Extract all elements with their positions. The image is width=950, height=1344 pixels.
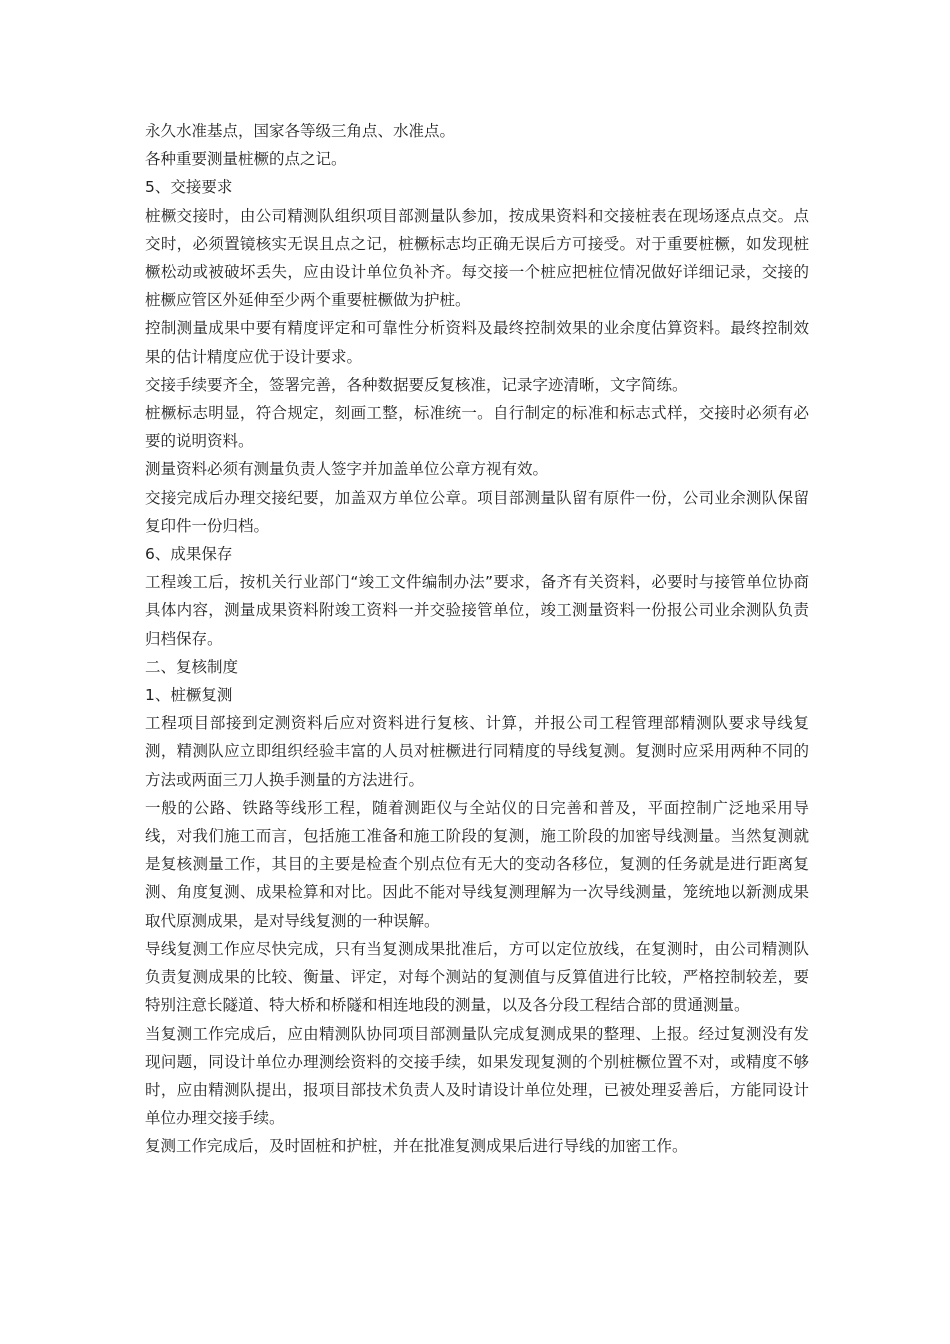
paragraph-resurvey-request: 工程项目部接到定测资料后应对资料进行复核、计算，并报公司工程管理部精测队要求导线复测，精测队应立即组织经验丰富的人员对桩橛进行同精度的导线复测。复测时应采用两种不同的方法或两面三刀人换手测量的方法进行。 [145,714,809,789]
paragraph-point-records: 各种重要测量桩橛的点之记。 [145,150,347,169]
paragraph-traverse-resurvey: 一般的公路、铁路等线形工程，随着测距仪与全站仪的日完善和普及，平面控制广泛地采用导线，对我们施工而言，包括施工准备和施工阶段的复测，施工阶段的加密导线测量。当然复测就是复核测量工作，其目的主要是检查个别点位有无大的变动各移位，复测的任务就是进行距离复测、角度复测、成果检算和对比。因此不能对导线复测理解为一次导线测量，笼统地以新测成果取代原测成果，是对导线复测的一种误解。 [145,798,809,930]
paragraph-resurvey-report: 当复测工作完成后，应由精测队协同项目部测量队完成复测成果的整理、上报。经过复测没有发现问题，同设计单位办理测绘资料的交接手续，如果发现复测的个别桩橛位置不对，或精度不够时，应由精测队提出，报项目部技术负责人及时请设计单位处理，已被处理妥善后，方能同设计单位办理交接手续。 [145,1024,809,1128]
paragraph-precision-evaluation: 控制测量成果中要有精度评定和可靠性分析资料及最终控制效果的业余度估算资料。最终控制效果的估计精度应优于设计要求。 [145,319,809,366]
paragraph-procedures: 交接手续要齐全，签署完善，各种数据要反复核准，记录字迹清晰，文字简练。 [145,375,688,394]
section-heading-archiving: 6、成果保存 [145,545,233,564]
paragraph-archiving: 工程竣工后，按机关行业部门“竣工文件编制办法”要求，备齐有关资料，必要时与接管单位协商具体内容，测量成果资料附竣工资料一并交验接管单位，竣工测量资料一份报公司业余测队负责归档保存。 [145,573,809,648]
paragraph-benchmarks: 永久水准基点，国家各等级三角点、水准点。 [145,122,456,140]
section-heading-review-system: 二、复核制度 [145,657,239,676]
paragraph-handover-process: 桩橛交接时，由公司精测队组织项目部测量队参加，按成果资料和交接桩表在现场逐点点交。点交时，必须置镜核实无误且点之记，桩橛标志均正确无误后方可接受。对于重要桩橛，如发现桩橛松动或被破坏丢失，应由设计单位负补齐。每交接一个桩应把桩位情况做好详细记录，交接的桩橛应管区外延伸至少两个重要桩橛做为护桩。 [145,206,809,310]
paragraph-stake-markers: 桩橛标志明显，符合规定，刻画工整，标准统一。自行制定的标准和标志式样，交接时必须有必要的说明资料。 [145,404,809,451]
section-heading-handover: 5、交接要求 [145,178,233,197]
section-heading-stake-resurvey: 1、桩橛复测 [145,686,233,705]
paragraph-densification: 复测工作完成后，及时固桩和护桩，并在批准复测成果后进行导线的加密工作。 [145,1137,688,1156]
paragraph-handover-minutes: 交接完成后办理交接纪要，加盖双方单位公章。项目部测量队留有原件一份，公司业余测队保留复印件一份归档。 [145,488,809,535]
document-body [145,117,809,1161]
paragraph-resurvey-completion: 导线复测工作应尽快完成，只有当复测成果批准后，方可以定位放线，在复测时，由公司精测队负责复测成果的比较、衡量、评定，对每个测站的复测值与反算值进行比较，严格控制较差，要特别注意长隧道、特大桥和桥隧和相连地段的测量，以及各分段工程结合部的贯通测量。 [145,939,809,1015]
paragraph-signature: 测量资料必须有测量负责人签字并加盖单位公章方视有效。 [145,460,549,479]
